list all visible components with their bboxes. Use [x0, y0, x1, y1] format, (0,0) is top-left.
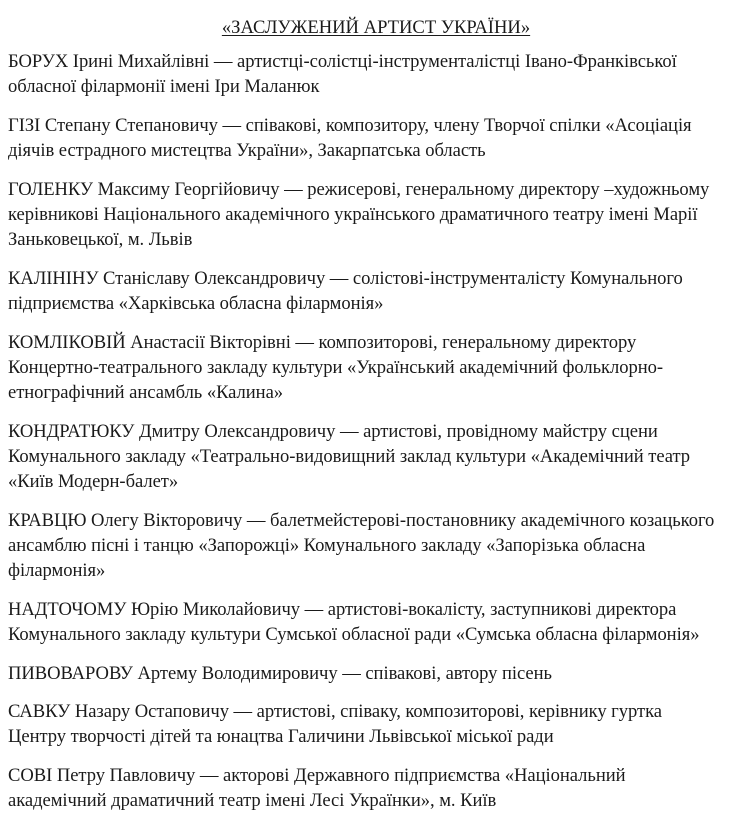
award-entry [8, 266, 752, 316]
award-entry-line: «Київ Модерн-балет» [8, 471, 179, 492]
award-entry [8, 597, 752, 647]
award-entry-line: Комунального закладу культури Сумської обласної ради «Сумська обласна філармонія» [8, 624, 700, 645]
award-entry-line: академічний драматичний театр імені Лесі Українки», м. Київ [8, 790, 497, 811]
award-entry-line: ГІЗІ Степану Степановичу — співакові, композитору, члену Творчої спілки «Асоціація [8, 115, 692, 136]
award-entry-line: Заньковецької, м. Львів [8, 229, 193, 250]
award-entry [8, 661, 752, 686]
award-entry-line: діячів естрадного мистецтва України», Закарпатська область [8, 140, 486, 161]
award-entry [8, 49, 752, 99]
award-entry-line: ПИВОВАРОВУ Артему Володимировичу — співакові, автору пісень [8, 663, 552, 684]
award-entry-line: НАДТОЧОМУ Юрію Миколайовичу — артистові-вокалісту, заступникові директора [8, 599, 677, 620]
award-entry-line: Концертно-театрального закладу культури «Український академічний фольклорно- [8, 357, 664, 378]
award-entry-line: ГОЛЕНКУ Максиму Георгійовичу — режисерові, генеральному директору –художньому [8, 179, 710, 200]
award-entry-line: обласної філармонії імені Іри Маланюк [8, 76, 320, 97]
award-entry-line: філармонія» [8, 560, 106, 581]
award-entry-line: КОМЛІКОВІЙ Анастасії Вікторівні — композиторові, генеральному директору [8, 332, 637, 353]
award-entry-line: САВКУ Назару Остаповичу — артистові, співаку, композиторові, керівнику гуртка [8, 701, 662, 722]
award-entry-line: КРАВЦЮ Олегу Вікторовичу — балетмейстерові-постановнику академічного козацького [8, 510, 715, 531]
document-body [8, 15, 752, 813]
award-entry-line: етнографічний ансамбль «Калина» [8, 382, 284, 403]
award-entry [8, 763, 752, 813]
award-entry-line: КОНДРАТЮКУ Дмитру Олександровичу — артистові, провідному майстру сцени [8, 421, 658, 442]
award-entry-line: Комунального закладу «Театрально-видовищний заклад культури «Академічний театр [8, 446, 691, 467]
award-entry [8, 699, 752, 749]
award-entry-line: БОРУХ Ірині Михайлівні — артистці-солістці-інструменталістці Івано-Франківської [8, 51, 677, 72]
award-list [8, 49, 752, 813]
award-entry-line: Центру творчості дітей та юнацтва Галичини Львівської міської ради [8, 726, 554, 747]
award-entry-line: ансамблю пісні і танцю «Запорожці» Комунального закладу «Запорізька обласна [8, 535, 646, 556]
award-entry [8, 113, 752, 163]
award-entry [8, 508, 752, 583]
award-entry-line: СОВІ Петру Павловичу — акторові Державного підприємства «Національний [8, 765, 626, 786]
award-entry [8, 419, 752, 494]
award-entry-line: керівникові Національного академічного українського драматичного театру імені Марії [8, 204, 698, 225]
award-entry [8, 177, 752, 252]
award-entry-line: підприємства «Харківська обласна філармонія» [8, 293, 384, 314]
award-entry-line: КАЛІНІНУ Станіславу Олександровичу — солістові-інструменталісту Комунального [8, 268, 683, 289]
heading-text: «ЗАСЛУЖЕНИЙ АРТИСТ УКРАЇНИ» [221, 17, 531, 38]
award-entry [8, 330, 752, 405]
document-heading [0, 15, 752, 41]
